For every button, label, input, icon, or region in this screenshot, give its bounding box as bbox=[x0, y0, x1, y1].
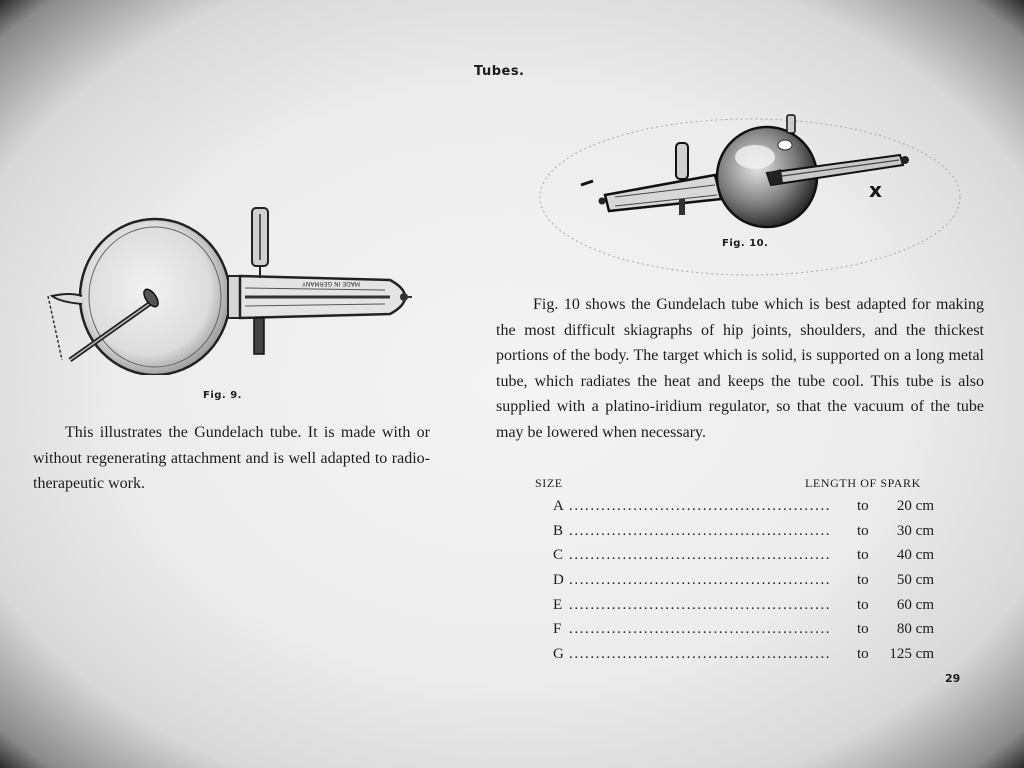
to-label: to bbox=[857, 596, 869, 613]
spark-value: 60 cm bbox=[896, 596, 934, 613]
spark-value: 125 cm bbox=[889, 646, 934, 663]
size-label: A bbox=[553, 498, 564, 514]
leader-dots: ................................................. bbox=[569, 621, 832, 638]
table-row bbox=[553, 593, 943, 618]
spark-table bbox=[553, 494, 943, 667]
leader-dots: ................................................. bbox=[569, 572, 832, 589]
table-row bbox=[553, 519, 943, 544]
fig9-description: This illustrates the Gundelach tube. It is made with or without regenerating attachment and is well adapted to radio-therapeutic work. bbox=[33, 424, 430, 492]
size-label: B bbox=[553, 522, 564, 539]
spark-value: 30 cm bbox=[896, 522, 934, 539]
table-row bbox=[553, 568, 943, 593]
spark-value: 80 cm bbox=[896, 621, 934, 638]
size-label: G bbox=[553, 646, 564, 663]
leader-dots: ................................................. bbox=[569, 646, 832, 663]
fig10-description: Fig. 10 shows the Gundelach tube which is best adapted for making the most difficult skiagraphs of hip joints, shoulders, and the thickest portions of the body. The target which is solid, is supported on a long metal tube, which radiates the heat and keeps the tube cool. This tube is also supplied with a platino-iridium regulator, so that the vacuum of the tube may be lowered when necessary. bbox=[496, 296, 984, 441]
spark-column-header: LENGTH OF SPARK bbox=[805, 476, 921, 490]
table-row bbox=[553, 543, 943, 568]
fig9-caption: Fig. 9. bbox=[203, 390, 242, 401]
spark-value: 40 cm bbox=[896, 547, 934, 564]
size-label: C bbox=[553, 547, 564, 564]
table-row bbox=[553, 642, 943, 667]
page-number: 29 bbox=[945, 672, 961, 685]
svg-text:x: x bbox=[869, 178, 882, 202]
table-row bbox=[553, 494, 943, 519]
fig9-engraving: MADE IN GERMANY bbox=[302, 280, 360, 287]
to-label: to bbox=[857, 498, 869, 514]
fig10-caption: Fig. 10. bbox=[722, 238, 769, 249]
leader-dots: ................................................. bbox=[569, 498, 832, 514]
fig10-illustration bbox=[535, 105, 965, 280]
leader-dots: ................................................. bbox=[569, 547, 832, 564]
leader-dots: ................................................. bbox=[569, 522, 832, 539]
fig9-illustration bbox=[40, 200, 420, 375]
to-label: to bbox=[857, 522, 869, 539]
leader-dots: ................................................. bbox=[569, 596, 832, 613]
table-row bbox=[553, 617, 943, 642]
size-column-header: SIZE bbox=[535, 476, 563, 490]
size-label: F bbox=[553, 621, 562, 638]
to-label: to bbox=[857, 621, 869, 638]
to-label: to bbox=[857, 547, 869, 564]
to-label: to bbox=[857, 646, 869, 663]
size-label: D bbox=[553, 572, 564, 589]
size-label: E bbox=[553, 596, 563, 613]
spark-value: 20 cm bbox=[896, 498, 934, 514]
page-title: Tubes. bbox=[474, 64, 525, 79]
to-label: to bbox=[857, 572, 869, 589]
spark-value: 50 cm bbox=[896, 572, 934, 589]
